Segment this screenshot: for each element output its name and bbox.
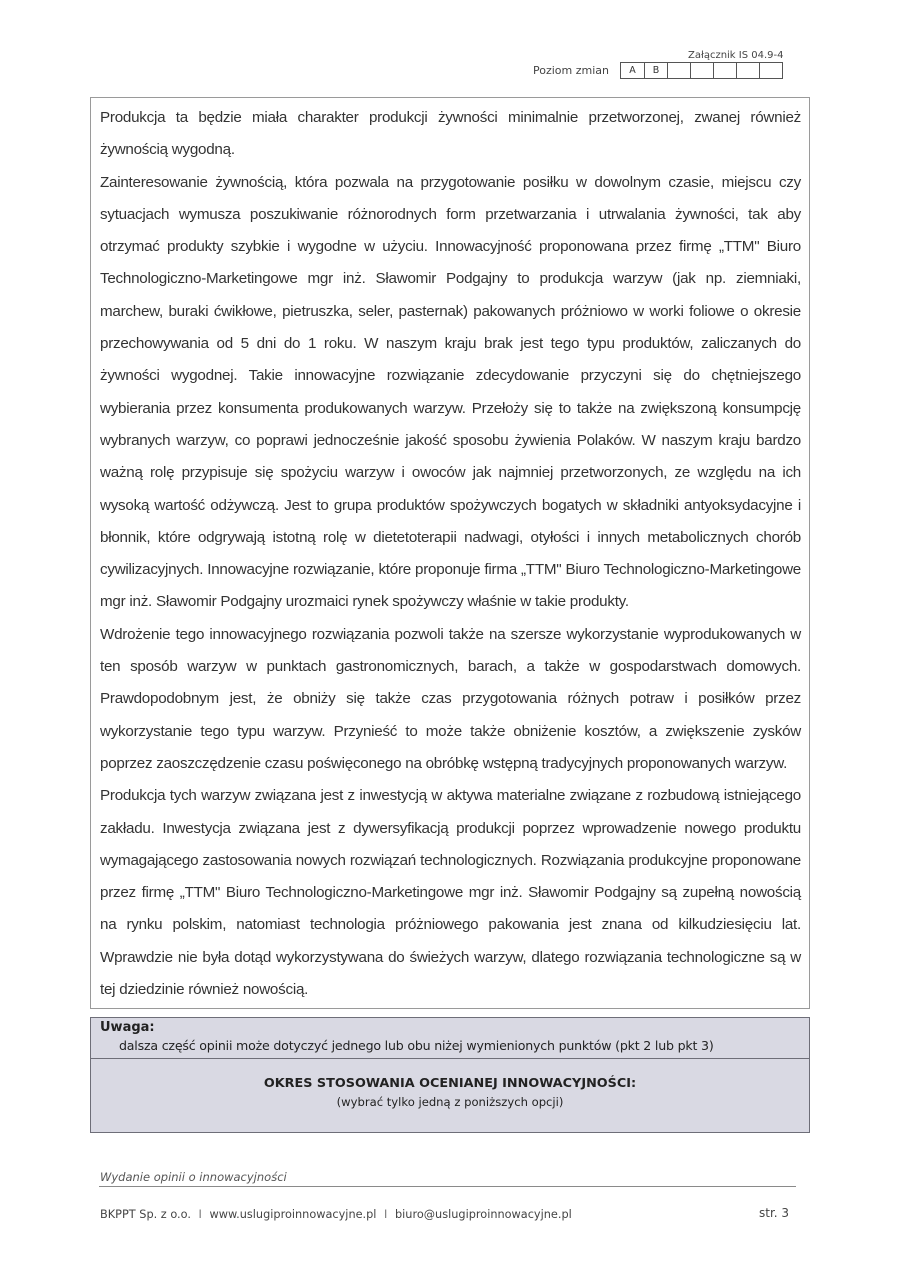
change-level-table	[620, 62, 783, 79]
footer-email-link[interactable]: biuro@uslugiproinnowacyjne.pl	[394, 1208, 572, 1221]
footer-document-title: Wydanie opinii o innowacyjności	[100, 1170, 287, 1184]
note-row	[91, 1018, 809, 1059]
change-level-cell	[736, 63, 759, 78]
change-level-label: Poziom zmian	[533, 64, 610, 77]
footer-website-link[interactable]: www.uslugiproinnowacyjne.pl	[209, 1208, 377, 1221]
footer-contact	[100, 1208, 572, 1221]
footer-separator: I	[198, 1208, 202, 1221]
change-level-cell	[667, 63, 690, 78]
period-section-title: OKRES STOSOWANIA OCENIANEJ INNOWACYJNOŚCI:	[263, 1076, 637, 1091]
opinion-body	[100, 102, 801, 1006]
footer-company: BKPPT Sp. z o.o.	[100, 1208, 191, 1221]
paragraph: Zainteresowanie żywnością, która pozwala na przygotowanie posiłku w dowolnym czasie, miejscu czy sytuacjach wymusza poszukiwanie różnorodnych form przetwarzania i utrwalania żywności, tak aby otrzymać produkty szybkie i wygodne w użyciu. Innowacyjność proponowana przez firmę „TTM" Biuro Technologiczno-Marketingowe mgr inż. Sławomir Podgajny to produkcja warzyw (jak np. ziemniaki, marchew, buraki ćwikłowe, pietruszka, seler, pasternak) pakowanych próżniowo w worki foliowe o okresie przechowywania od 5 dni do 1 roku. W naszym kraju brak jest tego typu produktów, zaliczanych do żywności wygodnej. Takie innowacyjne rozwiązanie zdecydowanie przyczyni się do chętniejszego wybierania przez konsumenta produkowanych warzyw. Przełoży się to także na zwiększoną konsumpcję wybranych warzyw, co poprawi jednocześnie jakość sposobu żywienia Polaków. W naszym kraju bardzo ważną rolę przypisuje się spożyciu warzyw i owoców jak najmniej przetworzonych, ze względu na ich wysoką wartość odżywczą. Jest to grupa produktów spożywczych bogatych w składniki antyoksydacyjne i błonnik, które odgrywają istotną rolę w dietetoterapii nadwagi, otyłości i innych metabolicznych chorób cywilizacyjnych. Innowacyjne rozwiązanie, które proponuje firma „TTM" Biuro Technologiczno-Marketingowe mgr inż. Sławomir Podgajny urozmaici rynek spożywczy właśnie w takie produkty.	[100, 173, 801, 611]
page-number: str. 3	[759, 1206, 790, 1220]
period-section-subtitle: (wybrać tylko jedną z poniższych opcji)	[336, 1095, 564, 1109]
change-level-cell: B	[644, 63, 667, 78]
note-box	[90, 1017, 810, 1133]
footer-separator: I	[384, 1208, 388, 1221]
change-level-cell: A	[629, 65, 636, 76]
paragraph: Wdrożenie tego innowacyjnego rozwiązania pozwoli także na szersze wykorzystanie wyprodukowanych w ten sposób warzyw w punktach gastronomicznych, barach, a także w gospodarstwach domowych. Prawdopodobnym jest, że obniży się także czas przygotowania różnych potraw i posiłków przez wykorzystanie tego typu warzyw. Przynieść to może także obniżenie kosztów, a zwiększenie zysków poprzez zaoszczędzenie czasu poświęconego na obróbkę wstępną tradycyjnych proponowanych warzyw.	[100, 625, 801, 772]
note-text: dalsza część opinii może dotyczyć jednego lub obu niżej wymienionych punktów (pkt 2 lub pkt 3)	[119, 1038, 714, 1053]
paragraph: Produkcja ta będzie miała charakter produkcji żywności minimalnie przetworzonej, zwanej również żywnością wygodną.	[100, 109, 801, 159]
note-title: Uwaga:	[100, 1020, 155, 1035]
change-level-cell	[713, 63, 736, 78]
annex-label: Załącznik IS 04.9-4	[688, 50, 784, 61]
change-level-cell	[759, 63, 782, 78]
footer-divider	[99, 1186, 796, 1187]
change-level-cell	[690, 63, 713, 78]
paragraph: Produkcja tych warzyw związana jest z inwestycją w aktywa materialne związane z rozbudową istniejącego zakładu. Inwestycja związana jest z dywersyfikacją produkcji poprzez wprowadzenie nowego produktu wymagającego zastosowania nowych rozwiązań technologicznych. Rozwiązania produkcyjne proponowane przez firmę „TTM" Biuro Technologiczno-Marketingowe mgr inż. Sławomir Podgajny są zupełną nowością na rynku polskim, natomiast technologia próżniowego pakowania jest znana od kilkudziesięciu lat. Wprawdzie nie była dotąd wykorzystywana do świeżych warzyw, dlatego rozwiązania technologiczne są w tej dziedzinie również nowością.	[100, 787, 801, 999]
opinion-text-box	[90, 97, 810, 1009]
